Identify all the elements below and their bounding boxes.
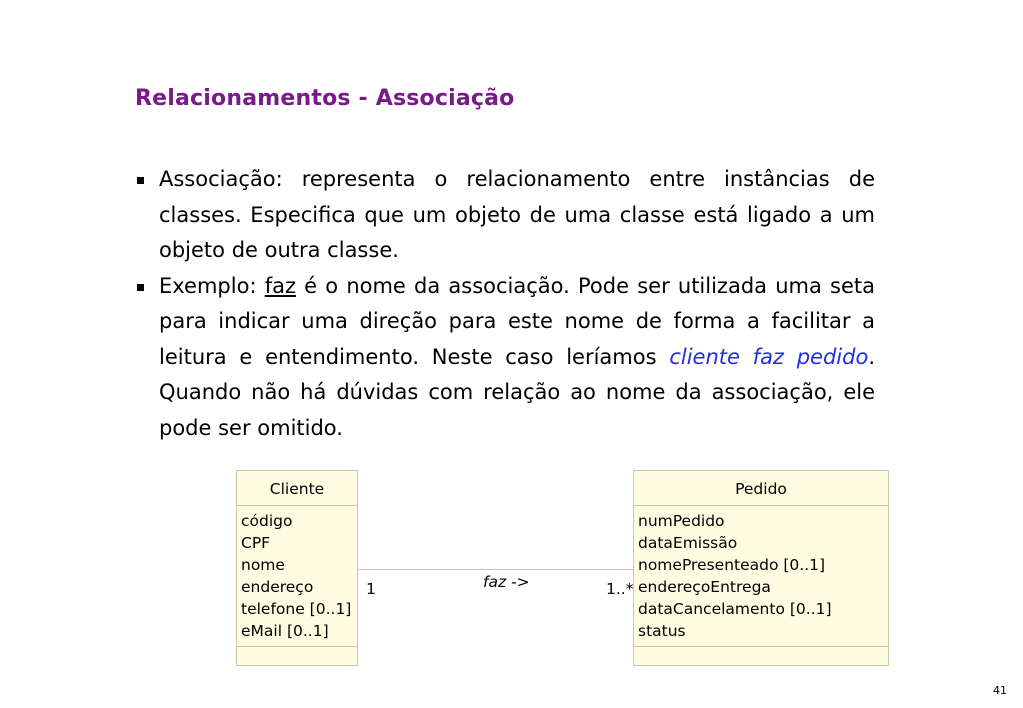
square-bullet-icon [137,177,144,184]
bullet-text-suffix: . Quando não há dúvidas com relação ao nome da associação, ele pode ser omitido. [159,344,875,440]
bullet-list [135,162,875,446]
class-attribute: código [241,512,293,530]
bullet-text-mid: é o nome da associação. Pode ser utilizada uma seta para indicar uma direção para este nome de forma a facilitar a leitura e entendimento. Neste caso leríamos [159,273,875,369]
bullet-text: Associação: representa o relacionamento entre instâncias de classes. Especifica que um objeto de uma classe está ligado a um objeto de outra classe. [159,167,875,262]
class-attribute: nome [241,556,285,574]
class-attribute: CPF [241,534,271,552]
bullet-item [135,162,875,269]
class-attribute: dataCancelamento [0..1] [638,600,832,618]
class-attribute: dataEmissão [638,534,738,552]
class-box-cliente [236,470,358,666]
association-label: faz -> [483,573,530,591]
class-name: Pedido [634,471,888,506]
class-attributes [634,506,888,647]
class-attribute: endereço [241,578,314,596]
class-attribute: nomePresenteado [0..1] [638,556,826,574]
class-attributes [237,506,357,647]
class-box-pedido [633,470,889,666]
bullet-item [135,269,875,447]
multiplicity-right: 1..* [606,580,634,598]
class-attribute: eMail [0..1] [241,622,329,640]
association-line [357,569,633,570]
class-attribute: numPedido [638,512,725,530]
example-phrase: cliente faz pedido [669,344,869,369]
square-bullet-icon [137,284,144,291]
class-attribute: endereçoEntrega [638,578,771,596]
multiplicity-left: 1 [366,580,376,598]
page-number: 41 [993,684,1007,697]
association-name-text: faz [264,273,296,298]
bullet-text-prefix: Exemplo: [159,273,265,298]
class-name: Cliente [237,471,357,506]
class-attribute: telefone [0..1] [241,600,352,618]
class-attribute: status [638,622,686,640]
slide-title: Relacionamentos - Associação [135,86,515,111]
